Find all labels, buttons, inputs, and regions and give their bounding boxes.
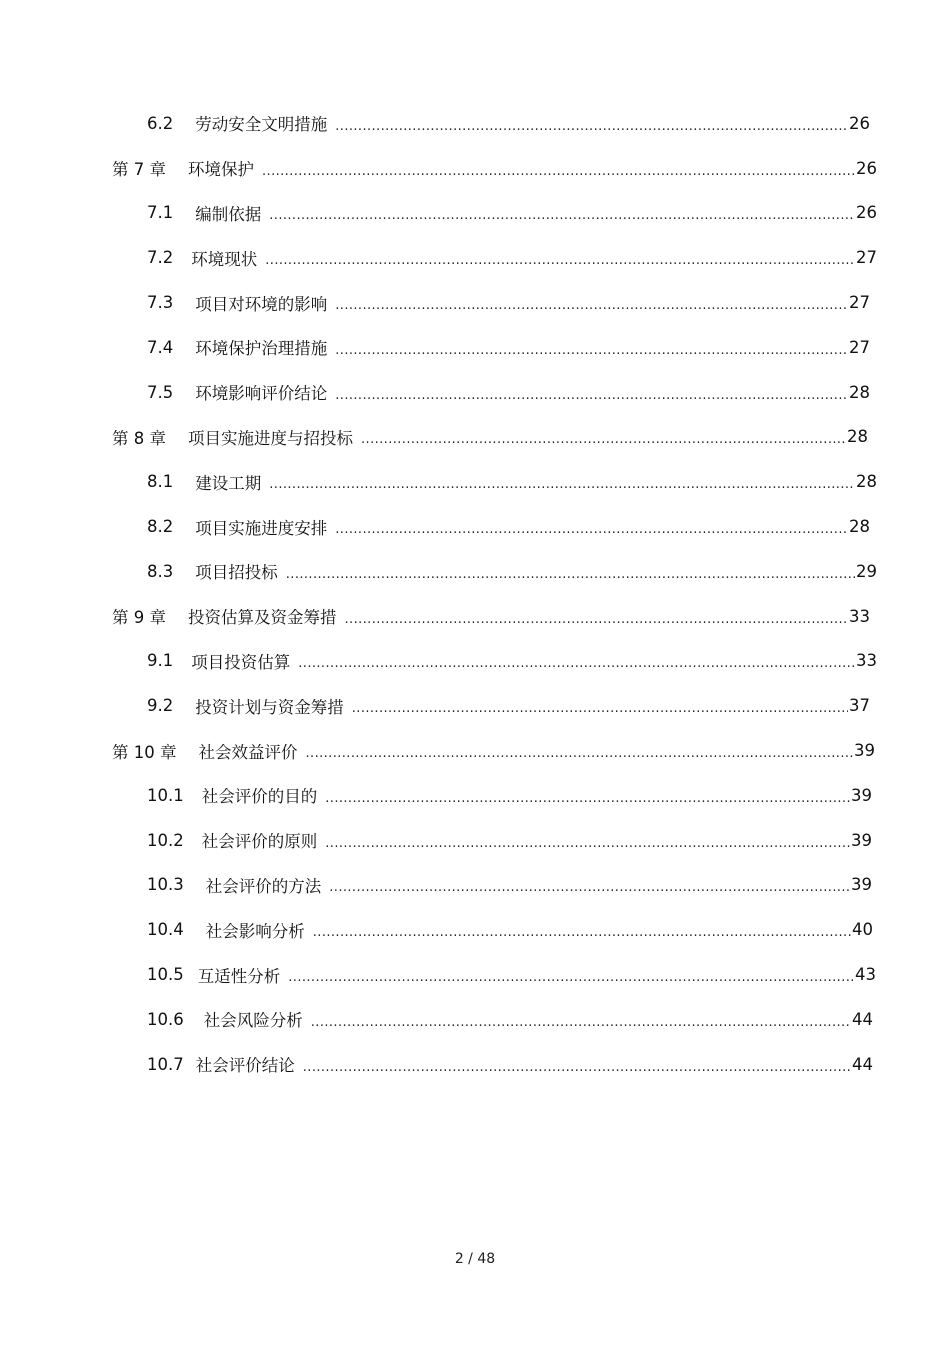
toc-dot-leader — [325, 836, 850, 851]
toc-entry-number: 10.6 — [147, 1009, 184, 1029]
toc-dot-leader — [352, 701, 848, 716]
toc-entry-number: 9.2 — [147, 696, 174, 716]
toc-entry[interactable] — [0, 235, 877, 280]
toc-entry-title: 建设工期 — [195, 473, 262, 493]
toc-entry-title: 投资估算及资金筹措 — [188, 608, 337, 628]
toc-entry-title: 社会评价结论 — [195, 1056, 295, 1076]
toc-entry-title: 社会效益评价 — [198, 742, 298, 762]
toc-entry[interactable] — [0, 639, 877, 684]
toc-entry-number: 7.4 — [147, 337, 174, 357]
toc-dot-leader — [335, 388, 848, 403]
toc-entry-page-number: 33 — [849, 606, 870, 626]
toc-entry-number: 第 9 章 — [112, 608, 166, 628]
toc-dot-leader — [265, 253, 855, 268]
toc-entry-page-number: 39 — [851, 830, 872, 850]
toc-entry-number: 7.2 — [147, 248, 174, 268]
toc-entry-title: 投资计划与资金筹措 — [195, 697, 344, 717]
toc-entry-title: 社会风险分析 — [203, 1011, 303, 1031]
toc-entry[interactable] — [0, 459, 877, 504]
toc-dot-leader — [335, 119, 848, 134]
toc-entry-page-number: 44 — [852, 1054, 873, 1074]
toc-entry-title: 项目对环境的影响 — [195, 294, 328, 314]
toc-dot-leader — [335, 298, 848, 313]
toc-entry[interactable] — [0, 325, 870, 370]
toc-dot-leader — [361, 432, 846, 447]
toc-entry-number: 10.7 — [147, 1054, 184, 1074]
toc-entry-number: 9.1 — [147, 651, 174, 671]
toc-dot-leader — [345, 612, 849, 627]
toc-entry-page-number: 27 — [856, 248, 877, 268]
toc-entry-page-number: 40 — [852, 920, 873, 940]
toc-entry[interactable] — [0, 728, 875, 773]
toc-entry-title: 社会影响分析 — [205, 921, 305, 941]
toc-dot-leader — [311, 1015, 851, 1030]
toc-entry[interactable] — [0, 818, 872, 863]
toc-dot-leader — [262, 164, 855, 179]
toc-entry-page-number: 33 — [856, 651, 877, 671]
toc-entry-number: 8.2 — [147, 517, 174, 537]
toc-entry-number: 10.1 — [147, 785, 184, 805]
toc-entry-number: 10.5 — [147, 965, 184, 985]
toc-entry-number: 第 10 章 — [112, 742, 177, 762]
toc-dot-leader — [335, 343, 848, 358]
toc-entry-number: 6.2 — [147, 113, 174, 133]
toc-entry[interactable] — [0, 191, 877, 236]
toc-entry[interactable] — [0, 1042, 873, 1087]
toc-entry[interactable] — [0, 415, 868, 460]
toc-entry-number: 7.5 — [147, 382, 174, 402]
toc-entry-title: 环境保护治理措施 — [195, 339, 328, 359]
toc-entry[interactable] — [0, 952, 876, 997]
toc-dot-leader — [286, 567, 855, 582]
toc-entry[interactable] — [0, 907, 873, 952]
toc-entry-title: 环境保护 — [188, 160, 254, 180]
toc-entry-number: 第 7 章 — [112, 160, 166, 180]
toc-entry[interactable] — [0, 280, 870, 325]
toc-entry-page-number: 26 — [856, 203, 877, 223]
toc-entry[interactable] — [0, 594, 870, 639]
toc-entry-number: 10.3 — [147, 875, 184, 895]
toc-entry-number: 10.4 — [147, 920, 184, 940]
toc-dot-leader — [335, 522, 848, 537]
toc-entry-page-number: 27 — [849, 337, 870, 357]
toc-entry[interactable] — [0, 683, 870, 728]
toc-entry-title: 社会评价的方法 — [205, 876, 322, 896]
toc-entry-title: 社会评价的目的 — [201, 787, 318, 807]
toc-entry[interactable] — [0, 863, 872, 908]
toc-entry[interactable] — [0, 773, 872, 818]
toc-entry-title: 项目实施进度与招投标 — [188, 428, 353, 448]
toc-entry-page-number: 26 — [849, 113, 870, 133]
toc-entry[interactable] — [0, 504, 870, 549]
toc-dot-leader — [303, 1060, 851, 1075]
toc-entry-page-number: 28 — [847, 427, 868, 447]
toc-entry-title: 社会评价的原则 — [201, 832, 318, 852]
toc-dot-leader — [298, 656, 855, 671]
toc-entry-title: 互适性分析 — [197, 966, 281, 986]
toc-entry-page-number: 29 — [856, 561, 877, 581]
toc-entry[interactable] — [0, 997, 873, 1042]
toc-entry-title: 项目招投标 — [195, 563, 278, 583]
toc-entry-page-number: 39 — [854, 741, 875, 761]
toc-dot-leader — [329, 880, 850, 895]
toc-entry-page-number: 26 — [856, 158, 877, 178]
toc-entry-page-number: 37 — [849, 696, 870, 716]
toc-dot-leader — [325, 791, 850, 806]
toc-entry-page-number: 28 — [849, 382, 870, 402]
toc-entry-page-number: 44 — [852, 1009, 873, 1029]
toc-entry-number: 7.3 — [147, 293, 174, 313]
toc-entry-page-number: 28 — [849, 517, 870, 537]
toc-dot-leader — [306, 746, 854, 761]
toc-dot-leader — [269, 477, 855, 492]
toc-entry-number: 8.1 — [147, 472, 174, 492]
toc-entry-number: 7.1 — [147, 203, 174, 223]
toc-dot-leader — [269, 208, 855, 223]
toc-entry[interactable] — [0, 101, 870, 146]
toc-entry[interactable] — [0, 370, 870, 415]
toc-entry[interactable] — [0, 146, 877, 191]
toc-entry-title: 编制依据 — [195, 204, 262, 224]
toc-entry-title: 劳动安全文明措施 — [195, 115, 328, 135]
toc-entry-title: 项目投资估算 — [191, 652, 291, 672]
toc-entry-title: 项目实施进度安排 — [195, 518, 328, 538]
toc-entry-number: 8.3 — [147, 561, 174, 581]
page-number-footer: 2 / 48 — [454, 1251, 496, 1267]
toc-entry-page-number: 39 — [851, 785, 872, 805]
toc-entry-number: 10.2 — [147, 830, 184, 850]
toc-entry-page-number: 28 — [856, 472, 877, 492]
toc-entry[interactable] — [0, 549, 877, 594]
toc-entry-title: 环境现状 — [191, 249, 258, 269]
toc-entry-number: 第 8 章 — [112, 428, 166, 448]
toc-entry-page-number: 43 — [855, 965, 876, 985]
toc-entry-title: 环境影响评价结论 — [195, 384, 328, 404]
toc-entry-page-number: 27 — [849, 293, 870, 313]
toc-dot-leader — [288, 970, 854, 985]
toc-dot-leader — [313, 925, 851, 940]
table-of-contents — [0, 101, 950, 1087]
toc-entry-page-number: 39 — [851, 875, 872, 895]
